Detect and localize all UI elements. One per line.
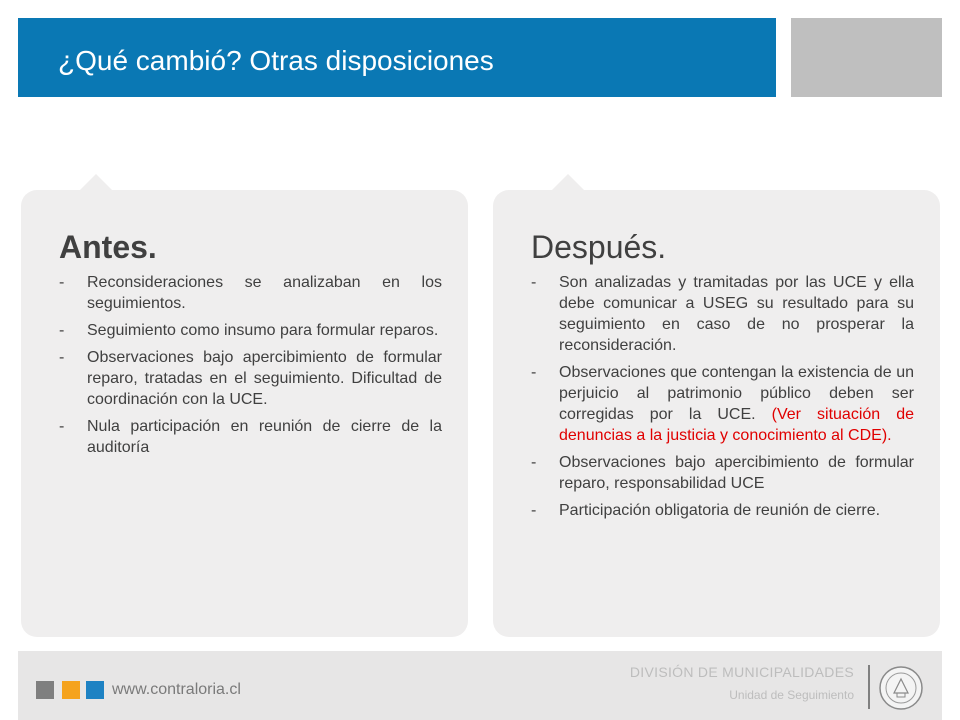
title-bar bbox=[18, 18, 776, 97]
grey-square-icon bbox=[36, 681, 54, 699]
division-name: DIVISIÓN DE MUNICIPALIDADES bbox=[629, 664, 854, 680]
list-item: - Seguimiento como insumo para formular reparos. bbox=[59, 322, 439, 339]
despues-heading: Después. bbox=[531, 229, 667, 265]
footer bbox=[18, 651, 942, 720]
list-item: - Nula participación en reunión de cierre de la auditoría bbox=[59, 418, 442, 456]
antes-panel-notch bbox=[80, 174, 112, 190]
list-item: - Observaciones que contengan la existencia de un perjuicio al patrimonio público deben ser corregidas por la UCE. (Ver situación de denuncias a la justicia y conocimiento al CDE). bbox=[531, 364, 914, 444]
unit-name: Unidad de Seguimiento bbox=[729, 688, 854, 702]
list-item: - Participación obligatoria de reunión de cierre. bbox=[531, 502, 881, 519]
antes-panel bbox=[21, 190, 468, 637]
website-link[interactable]: www.contraloria.cl bbox=[112, 681, 241, 698]
footer-divider bbox=[868, 665, 870, 709]
blue-square-icon bbox=[86, 681, 104, 699]
list-item: - Observaciones bajo apercibimiento de formular reparo, responsabilidad UCE bbox=[531, 454, 914, 492]
list-item: - Son analizadas y tramitadas por las UCE y ella debe comunicar a USEG su resultado para su seguimiento en caso de no prosperar la reconsideración. bbox=[531, 274, 914, 354]
list-item: - Reconsideraciones se analizaban en los seguimientos. bbox=[59, 274, 442, 312]
antes-heading: Antes. bbox=[59, 229, 157, 265]
despues-panel-notch bbox=[552, 174, 584, 190]
list-item: - Observaciones bajo apercibimiento de formular reparo, tratadas en el seguimiento. Dificultad de coordinación con la UCE. bbox=[59, 349, 442, 408]
contraloria-seal-icon bbox=[878, 665, 924, 711]
despues-list bbox=[531, 272, 914, 521]
cde-note: (Ver situación de denuncias a la justicia y conocimiento al CDE). bbox=[559, 406, 914, 444]
header-grey-block bbox=[791, 18, 942, 97]
slide-title: ¿Qué cambió? Otras disposiciones bbox=[58, 45, 494, 76]
despues-panel bbox=[493, 190, 940, 637]
orange-square-icon bbox=[62, 681, 80, 699]
antes-list bbox=[59, 272, 442, 458]
